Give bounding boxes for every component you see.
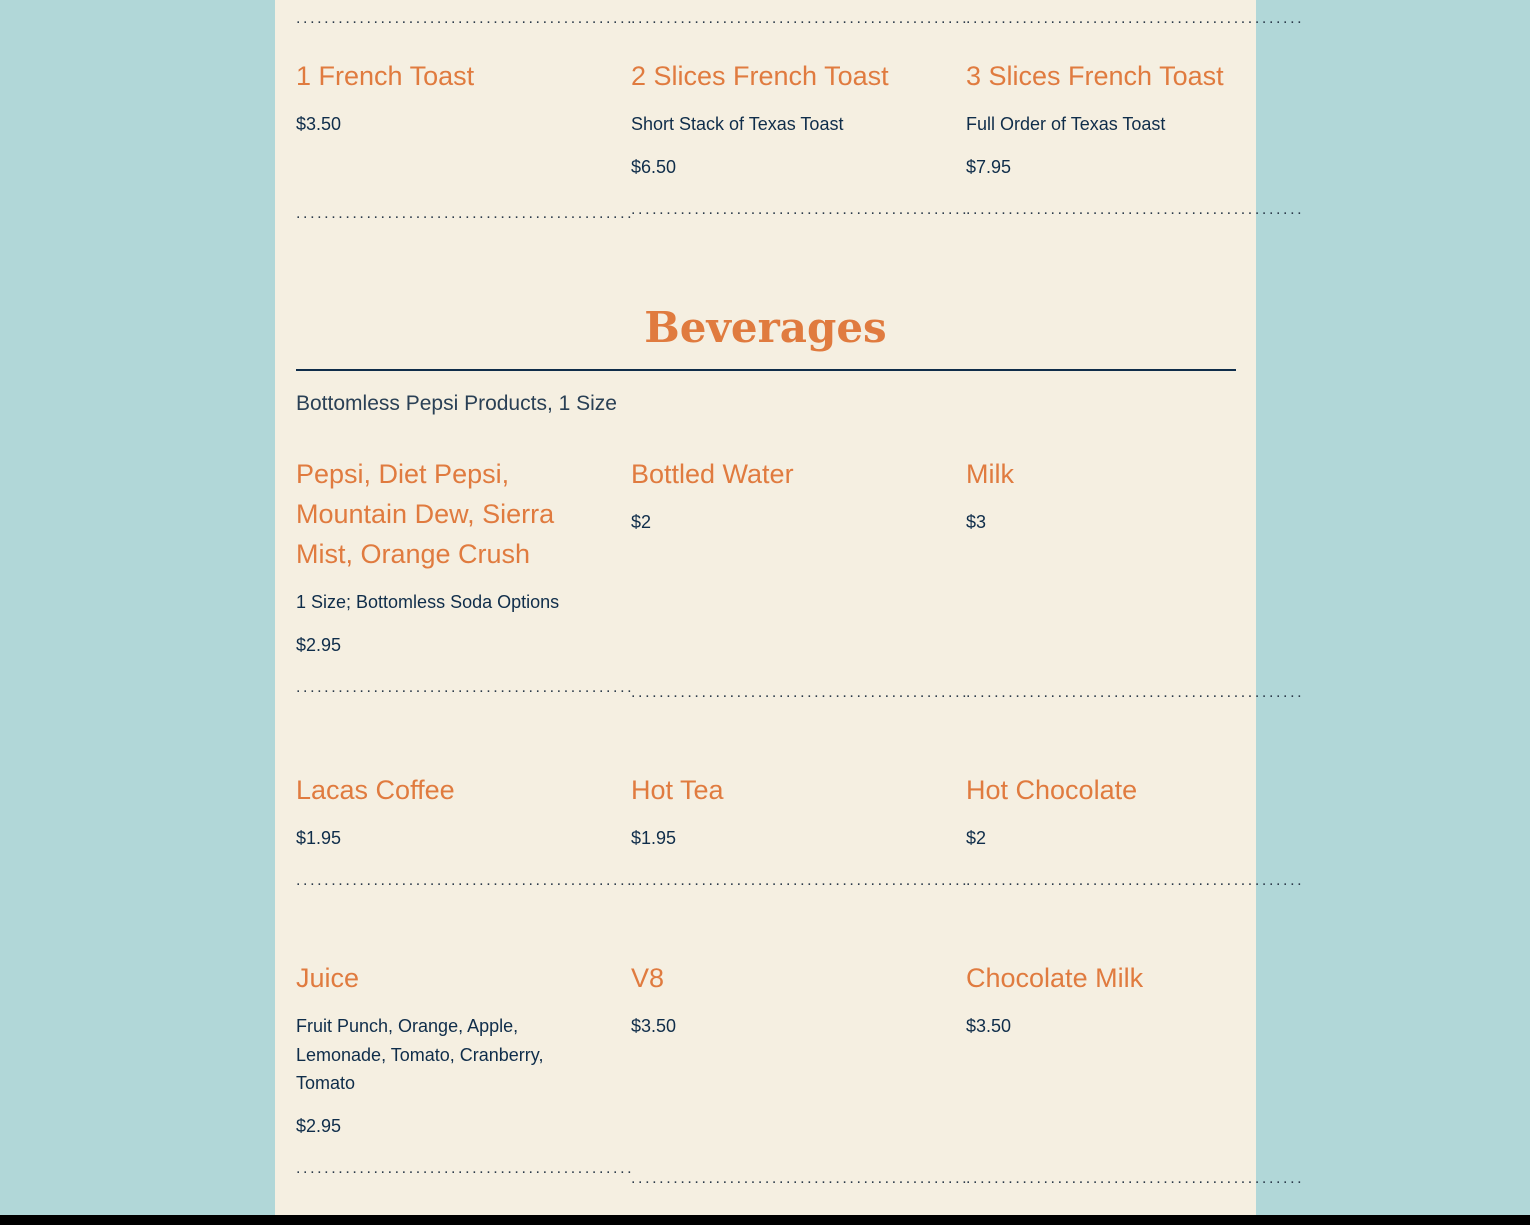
item-divider: ................................................: [966, 200, 1305, 218]
item-divider: ................................................: [966, 684, 1305, 701]
menu-item: [966, 56, 1305, 219]
item-name: Milk: [966, 459, 1014, 489]
item-name: Hot Chocolate: [966, 775, 1138, 805]
menu-item: [631, 958, 970, 1187]
item-description: Short Stack of Texas Toast: [631, 114, 844, 134]
item-name: Lacas Coffee: [296, 775, 455, 805]
item-divider: ................................................: [631, 684, 970, 701]
item-name: 1 French Toast: [296, 61, 475, 91]
item-price: $1.95: [296, 828, 342, 848]
menu-item: [966, 454, 1305, 701]
menu-item: [631, 454, 970, 701]
item-divider: ................................................: [296, 205, 635, 222]
item-name: V8: [631, 963, 665, 993]
item-divider: ................................................: [966, 872, 1305, 889]
section-divider: [296, 369, 1236, 371]
item-price: $2: [631, 512, 652, 532]
bottom-edge-bar: [0, 1215, 1530, 1225]
item-divider: ................................................: [296, 1159, 635, 1177]
item-divider: ................................................: [296, 872, 635, 889]
item-divider: ................................................: [966, 10, 1305, 27]
menu-item: [631, 770, 970, 889]
item-divider: ................................................: [631, 10, 970, 27]
item-name: Hot Tea: [631, 775, 724, 805]
item-name: Chocolate Milk: [966, 963, 1144, 993]
item-price: $7.95: [966, 156, 1012, 177]
beverages-grid: [296, 454, 1305, 1187]
menu-item: [966, 770, 1305, 889]
menu-page: [275, 0, 1305, 1215]
item-price: $3.50: [966, 1016, 1012, 1036]
item-price: $3.50: [631, 1016, 677, 1036]
item-name: 3 Slices French Toast: [966, 61, 1224, 91]
menu-item: [296, 454, 635, 698]
item-price: $3.50: [296, 114, 342, 134]
item-divider: ................................................: [631, 1170, 970, 1187]
section-subtitle: Bottomless Pepsi Products, 1 Size: [296, 392, 617, 415]
menu-item: [296, 770, 635, 889]
item-price: $2.95: [296, 634, 342, 655]
item-description: 1 Size; Bottomless Soda Options: [296, 592, 560, 612]
item-description: Full Order of Texas Toast: [966, 114, 1166, 134]
item-divider: ................................................: [631, 872, 970, 889]
menu-item: [966, 958, 1305, 1187]
section-title-beverages: Beverages: [644, 303, 887, 352]
menu-item: [296, 958, 635, 1184]
item-description: Fruit Punch, Orange, Apple, Lemonade, Tomato, Cranberry, Tomato: [296, 1016, 544, 1093]
item-divider: ................................................: [296, 10, 635, 27]
menu-item: [631, 56, 970, 219]
french-toast-grid: [296, 56, 1305, 222]
item-name: Juice: [296, 963, 360, 993]
item-price: $3: [966, 512, 987, 532]
item-divider: ................................................: [966, 1170, 1305, 1187]
menu-item: [296, 56, 635, 222]
item-divider: ................................................: [631, 200, 970, 218]
item-price: $1.95: [631, 828, 677, 848]
item-name: Pepsi, Diet Pepsi, Mountain Dew, Sierra Mist, Orange Crush: [296, 459, 555, 569]
item-divider: ................................................: [296, 678, 635, 696]
item-price: $2: [966, 828, 987, 848]
item-name: Bottled Water: [631, 459, 794, 489]
item-name: 2 Slices French Toast: [631, 61, 889, 91]
item-price: $2.95: [296, 1115, 342, 1136]
item-price: $6.50: [631, 156, 677, 177]
